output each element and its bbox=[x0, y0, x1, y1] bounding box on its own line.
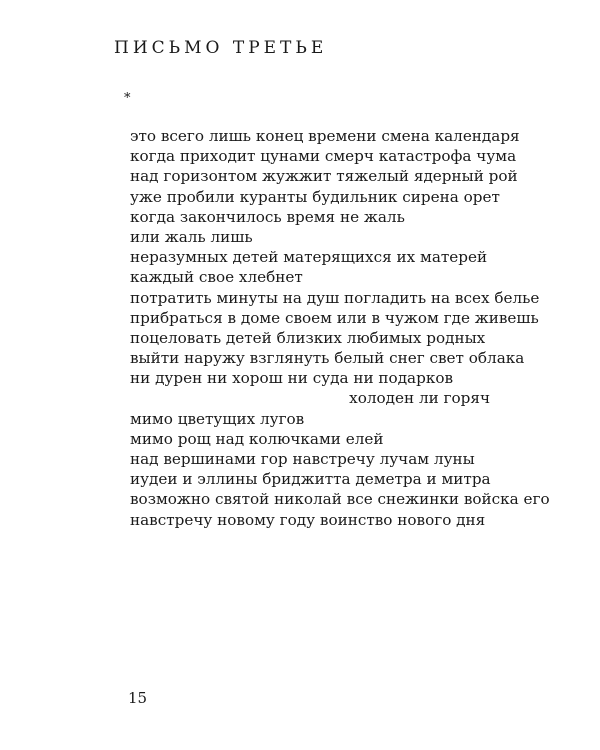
poem-line: ни дурен ни хорош ни суда ни подарков bbox=[130, 369, 454, 388]
poem-line: иудеи и эллины бриджитта деметра и митра bbox=[130, 470, 491, 489]
poem-line: поцеловать детей близких любимых родных bbox=[130, 328, 486, 347]
poem-line: над вершинами гор навстречу лучам луны bbox=[130, 450, 475, 468]
poem-line: потратить минуты на душ погладить на всех белье bbox=[130, 288, 540, 307]
chapter-title: ПИСЬМО ТРЕТЬЕ bbox=[114, 38, 328, 58]
poem-line: навстречу новому году воинство нового дня bbox=[130, 510, 486, 529]
poem-line: неразумных детей матерящихся их матерей bbox=[130, 248, 488, 267]
poem-line: мимо цветущих лугов bbox=[130, 409, 305, 428]
poem-line: выйти наружу взглянуть белый снег свет облака bbox=[130, 349, 525, 368]
poem-line: уже пробили куранты будильник сирена орет bbox=[130, 187, 500, 206]
poem-line-indented: холоден ли горяч bbox=[349, 389, 490, 408]
poem-line: когда приходит цунами смерч катастрофа чума bbox=[130, 147, 517, 166]
poem-line: возможно святой николай все снежинки войска его bbox=[130, 490, 550, 509]
poem-line: над горизонтом жужжит тяжелый ядерный рой bbox=[130, 167, 518, 186]
poem-line: когда закончилось время не жаль bbox=[130, 207, 405, 226]
section-separator: * bbox=[124, 91, 131, 106]
poem-line: прибраться в доме своем или в чужом где живешь bbox=[130, 308, 539, 327]
poem-text bbox=[130, 126, 550, 530]
poem-line: каждый свое хлебнет bbox=[130, 268, 303, 287]
poem-line: мимо рощ над колючками елей bbox=[130, 429, 384, 448]
poem-line: или жаль лишь bbox=[130, 227, 253, 246]
page-number: 15 bbox=[128, 689, 148, 707]
poem-line: это всего лишь конец времени смена календаря bbox=[130, 127, 520, 145]
